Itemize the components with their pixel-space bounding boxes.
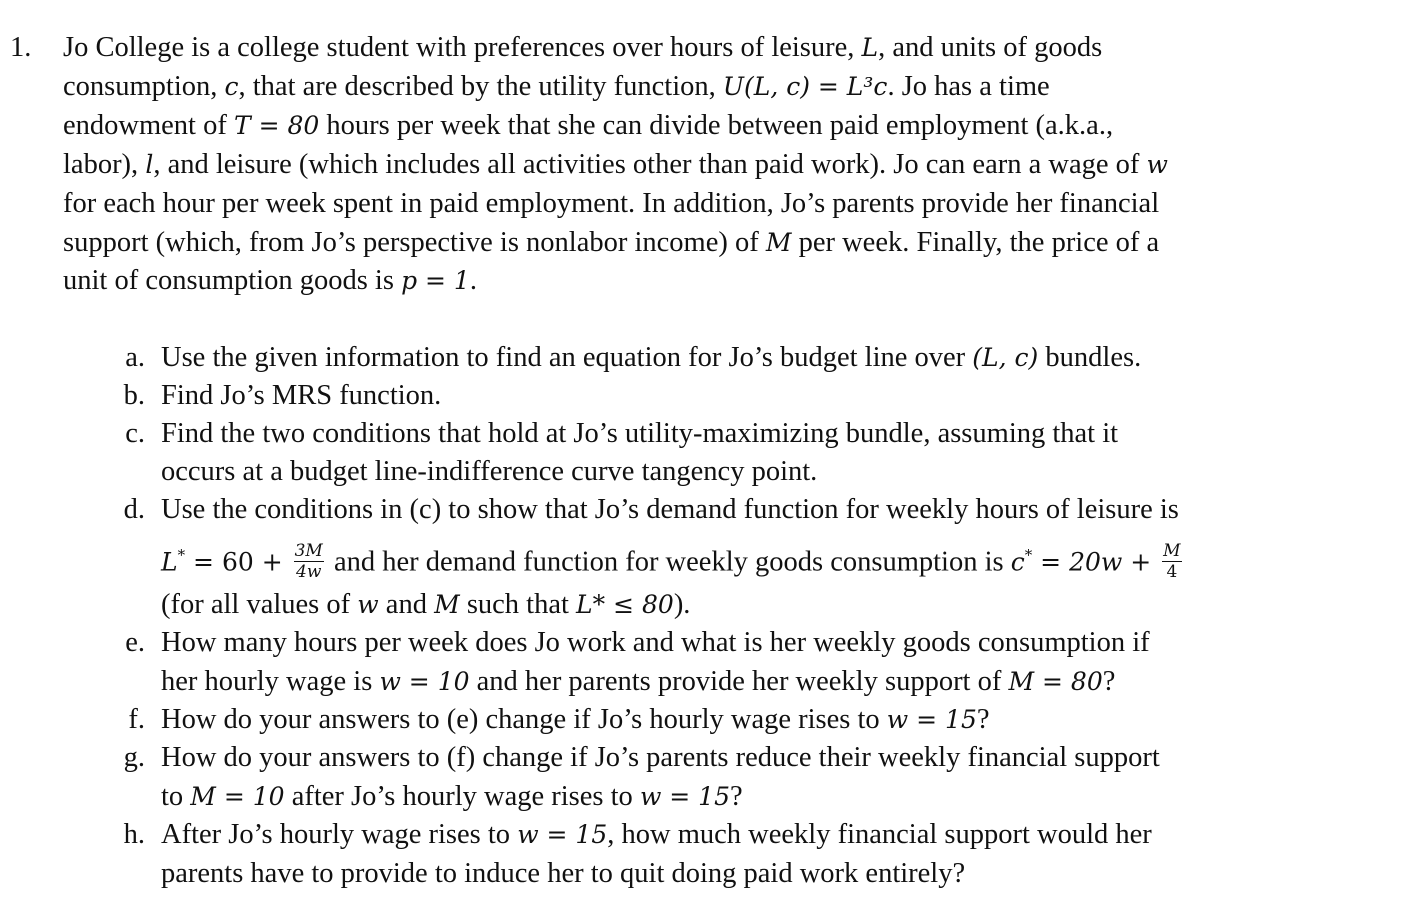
part-c-text-1: Find the two conditions that hold at Jo’s utility-maximizing bundle, assuming that it <box>161 418 1119 449</box>
leisure-fraction: $\frac{3M}{4w}$ <box>294 541 323 583</box>
intro-line-7: unit of consumption goods is p = 1. <box>63 265 477 297</box>
part-g-text-1: How do your answers to (f) change if Jo’s parents reduce their weekly financial support <box>161 742 1160 773</box>
part-d-text-2: L* = 60 + $\frac{3M}{4w}$ and her demand function for weekly goods consumption is c* = 20w + $\frac{M}{4}$ <box>161 541 1181 583</box>
part-a-letter: a. <box>125 342 145 373</box>
part-d-text-3: (for all values of w and M such that L* ≤ 80). <box>161 589 691 620</box>
part-e-text-1: How many hours per week does Jo work and what is her weekly goods consumption if <box>161 627 1150 658</box>
part-e-text-2: her hourly wage is w = 10 and her parents provide her weekly support of M = 80? <box>161 666 1116 697</box>
intro-line-5: for each hour per week spent in paid employment. In addition, Jo’s parents provide her financial <box>63 187 1160 219</box>
part-h-text-2: parents have to provide to induce her to quit doing paid work entirely? <box>161 858 966 889</box>
intro-line-6: support (which, from Jo’s perspective is nonlabor income) of M per week. Finally, the price of a <box>63 226 1160 258</box>
part-h-letter: h. <box>123 819 145 850</box>
intro-line-3: endowment of T = 80 hours per week that she can divide between paid employment (a.k.a., <box>63 109 1114 141</box>
part-b-text: Find Jo’s MRS function. <box>161 380 442 411</box>
intro-line-4: labor), l, and leisure (which includes all activities other than paid work). Jo can earn a wage of w <box>63 148 1168 180</box>
part-e-letter: e. <box>125 627 145 658</box>
part-f-letter: f. <box>128 704 145 735</box>
part-d-text-1: Use the conditions in (c) to show that Jo’s demand function for weekly hours of leisure is <box>161 494 1179 525</box>
intro-line-1: Jo College is a college student with preferences over hours of leisure, L, and units of goods <box>63 32 1103 63</box>
part-h-text-1: After Jo’s hourly wage rises to w = 15, how much weekly financial support would her <box>161 819 1152 850</box>
part-c-text-2: occurs at a budget line-indifference curve tangency point. <box>161 456 818 487</box>
part-d-letter: d. <box>123 494 145 525</box>
part-c-letter: c. <box>125 418 145 449</box>
part-b-letter: b. <box>123 380 145 411</box>
problem-number: 1. <box>10 32 32 63</box>
part-g-text-2: to M = 10 after Jo’s hourly wage rises to w = 15? <box>161 781 743 812</box>
consumption-fraction: $\frac{M}{4}$ <box>1163 541 1181 583</box>
part-a-text: Use the given information to find an equation for Jo’s budget line over (L, c) bundles. <box>161 342 1142 373</box>
part-g-letter: g. <box>123 742 145 773</box>
part-f-text: How do your answers to (e) change if Jo’s hourly wage rises to w = 15? <box>161 704 990 735</box>
intro-line-2: consumption, c, that are described by the utility function, U(L, c) = L³c. Jo has a time <box>63 70 1050 102</box>
